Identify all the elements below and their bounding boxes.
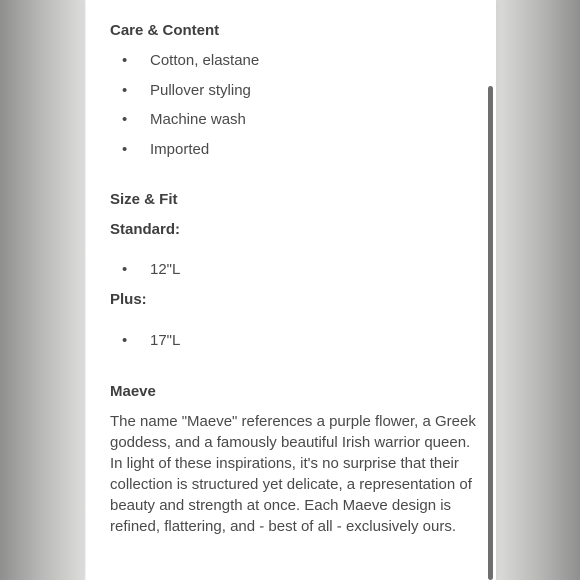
list-item-text: Cotton, elastane bbox=[150, 52, 260, 69]
bullet-icon: • bbox=[122, 82, 128, 99]
care-content-heading: Care & Content bbox=[110, 22, 220, 39]
list-item-text: Machine wash bbox=[150, 111, 246, 128]
brand-heading: Maeve bbox=[110, 383, 156, 400]
brand-description: The name "Maeve" references a purple flower, a Greek goddess, and a famously beautiful Irish warrior queen. In light of these inspirations, it's no surprise that their collection is structured yet delicate, a representation of beauty and strength at once. Each Maeve design is refined, flattering, and - best of all - exclusively ours. bbox=[110, 413, 476, 535]
size-fit-heading: Size & Fit bbox=[110, 191, 178, 208]
list-item-text: Pullover styling bbox=[150, 82, 251, 99]
list-item-text: 12"L bbox=[150, 261, 181, 278]
bullet-icon: • bbox=[122, 141, 128, 158]
standard-size-label: Standard: bbox=[110, 221, 181, 238]
list-item-text: 17"L bbox=[150, 332, 181, 349]
scrollbar[interactable] bbox=[488, 86, 493, 580]
bullet-icon: • bbox=[122, 332, 128, 349]
list-item-text: Imported bbox=[150, 141, 210, 158]
bullet-icon: • bbox=[122, 111, 128, 128]
bullet-icon: • bbox=[122, 261, 128, 278]
bullet-icon: • bbox=[122, 52, 128, 69]
plus-size-label: Plus: bbox=[110, 291, 147, 308]
